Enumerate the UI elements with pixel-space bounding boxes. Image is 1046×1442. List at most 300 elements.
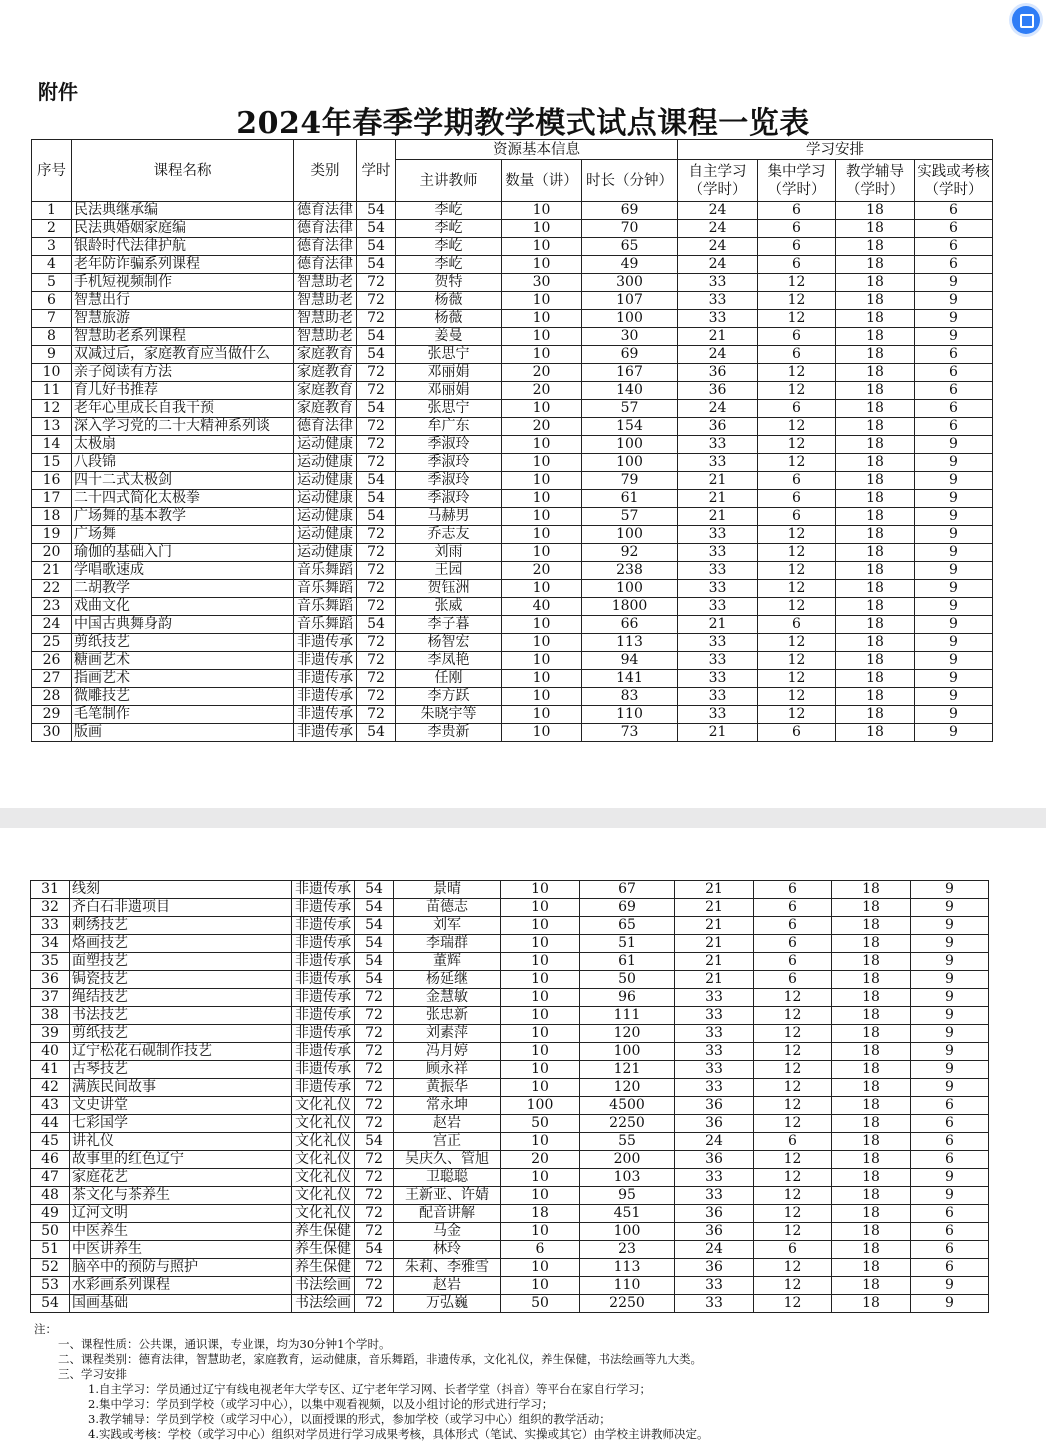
- table-row: [32, 400, 993, 418]
- cell-tutoring: 18: [836, 310, 915, 328]
- cell-course: 线刻: [70, 881, 292, 899]
- header-tutoring: 教学辅导 （学时）: [836, 160, 915, 202]
- cell-practice: 6: [911, 1151, 989, 1169]
- cell-hours: 72: [355, 1025, 394, 1043]
- cell-count: 6: [501, 1241, 580, 1259]
- cell-central-study: 12: [758, 598, 836, 616]
- cell-practice: 9: [915, 724, 993, 742]
- cell-hours: 54: [355, 899, 394, 917]
- table-row: [32, 508, 993, 526]
- cell-count: 10: [502, 706, 582, 724]
- cell-course: 刺绣技艺: [70, 917, 292, 935]
- cell-practice: 9: [911, 935, 989, 953]
- cell-hours: 72: [355, 1079, 394, 1097]
- cell-count: 10: [502, 670, 582, 688]
- cell-count: 10: [501, 881, 580, 899]
- cell-central-study: 12: [754, 1187, 832, 1205]
- header-resource-group: 资源基本信息: [396, 140, 678, 160]
- cell-category: 运动健康: [294, 490, 357, 508]
- cell-self-study: 24: [678, 256, 758, 274]
- cell-teacher: 景晴: [394, 881, 501, 899]
- table-row: [31, 1259, 989, 1277]
- cell-count: 10: [501, 1259, 580, 1277]
- cell-self-study: 21: [675, 881, 754, 899]
- header-course: 课程名称: [72, 140, 294, 202]
- cell-tutoring: 18: [832, 1133, 911, 1151]
- cell-self-study: 33: [678, 706, 758, 724]
- cell-hours: 72: [357, 688, 396, 706]
- cell-course: 智慧出行: [72, 292, 294, 310]
- cell-central-study: 12: [754, 1277, 832, 1295]
- assistant-bubble-icon[interactable]: [1012, 6, 1040, 34]
- cell-self-study: 33: [678, 598, 758, 616]
- cell-no: 36: [31, 971, 70, 989]
- cell-course: 戏曲文化: [72, 598, 294, 616]
- cell-category: 书法绘画: [292, 1295, 355, 1313]
- page-title: 2024年春季学期教学模式试点课程一览表: [236, 106, 810, 141]
- cell-hours: 54: [357, 490, 396, 508]
- cell-central-study: 12: [758, 580, 836, 598]
- cell-central-study: 12: [754, 1151, 832, 1169]
- cell-course: 中医讲养生: [70, 1241, 292, 1259]
- cell-hours: 54: [355, 971, 394, 989]
- cell-count: 10: [502, 490, 582, 508]
- cell-course: 八段锦: [72, 454, 294, 472]
- cell-practice: 9: [911, 953, 989, 971]
- cell-count: 10: [502, 454, 582, 472]
- cell-hours: 72: [355, 1043, 394, 1061]
- cell-hours: 54: [355, 1133, 394, 1151]
- cell-central-study: 6: [758, 328, 836, 346]
- cell-practice: 9: [915, 328, 993, 346]
- cell-central-study: 12: [758, 454, 836, 472]
- cell-teacher: 冯月婷: [394, 1043, 501, 1061]
- cell-practice: 9: [915, 490, 993, 508]
- cell-self-study: 36: [675, 1097, 754, 1115]
- cell-course: 书法技艺: [70, 1007, 292, 1025]
- cell-count: 10: [501, 1007, 580, 1025]
- cell-no: 16: [32, 472, 72, 490]
- cell-hours: 72: [357, 706, 396, 724]
- cell-central-study: 12: [754, 1079, 832, 1097]
- cell-course: 指画艺术: [72, 670, 294, 688]
- cell-no: 29: [32, 706, 72, 724]
- cell-count: 10: [501, 1277, 580, 1295]
- cell-teacher: 季淑玲: [396, 436, 502, 454]
- cell-practice: 9: [911, 1007, 989, 1025]
- cell-duration: 65: [582, 238, 678, 256]
- cell-course: 齐白石非遗项目: [70, 899, 292, 917]
- cell-tutoring: 18: [832, 971, 911, 989]
- cell-hours: 72: [357, 364, 396, 382]
- cell-practice: 9: [915, 616, 993, 634]
- cell-practice: 9: [915, 652, 993, 670]
- cell-no: 1: [32, 202, 72, 220]
- cell-category: 非遗传承: [292, 1025, 355, 1043]
- cell-no: 45: [31, 1133, 70, 1151]
- cell-category: 运动健康: [294, 508, 357, 526]
- cell-central-study: 12: [754, 1115, 832, 1133]
- cell-practice: 6: [911, 1259, 989, 1277]
- cell-central-study: 12: [758, 382, 836, 400]
- cell-duration: 103: [580, 1169, 675, 1187]
- cell-duration: 51: [580, 935, 675, 953]
- cell-count: 10: [501, 989, 580, 1007]
- cell-count: 10: [501, 935, 580, 953]
- cell-tutoring: 18: [832, 1277, 911, 1295]
- header-hours: 学时: [357, 140, 396, 202]
- cell-duration: 100: [582, 436, 678, 454]
- table-row: [31, 1007, 989, 1025]
- table-row: [31, 917, 989, 935]
- cell-duration: 50: [580, 971, 675, 989]
- cell-category: 运动健康: [294, 454, 357, 472]
- cell-duration: 30: [582, 328, 678, 346]
- cell-course: 智慧旅游: [72, 310, 294, 328]
- cell-central-study: 12: [758, 688, 836, 706]
- table-row: [32, 562, 993, 580]
- cell-no: 39: [31, 1025, 70, 1043]
- cell-tutoring: 18: [836, 724, 915, 742]
- course-table-part-2: [30, 880, 989, 1313]
- page-divider: [0, 808, 1046, 828]
- cell-tutoring: 18: [836, 328, 915, 346]
- cell-self-study: 24: [678, 346, 758, 364]
- cell-no: 17: [32, 490, 72, 508]
- cell-no: 35: [31, 953, 70, 971]
- cell-hours: 72: [357, 544, 396, 562]
- table-row: [32, 616, 993, 634]
- cell-teacher: 季淑玲: [396, 472, 502, 490]
- cell-category: 养生保健: [292, 1241, 355, 1259]
- cell-course: 民法典婚姻家庭编: [72, 220, 294, 238]
- cell-count: 50: [501, 1295, 580, 1313]
- cell-self-study: 24: [678, 400, 758, 418]
- cell-hours: 54: [357, 472, 396, 490]
- cell-teacher: 朱莉、李雅雪: [394, 1259, 501, 1277]
- cell-teacher: 王新亚、许婧: [394, 1187, 501, 1205]
- cell-duration: 100: [580, 1043, 675, 1061]
- cell-course: 老年心里成长自我干预: [72, 400, 294, 418]
- cell-practice: 6: [911, 1205, 989, 1223]
- cell-duration: 167: [582, 364, 678, 382]
- cell-self-study: 33: [675, 1079, 754, 1097]
- cell-tutoring: 18: [836, 562, 915, 580]
- cell-practice: 9: [915, 634, 993, 652]
- cell-course: 茶文化与茶养生: [70, 1187, 292, 1205]
- table-row: [31, 1151, 989, 1169]
- table-row: [32, 436, 993, 454]
- cell-tutoring: 18: [836, 256, 915, 274]
- cell-hours: 72: [355, 1151, 394, 1169]
- cell-teacher: 吴庆久、管旭: [394, 1151, 501, 1169]
- cell-no: 38: [31, 1007, 70, 1025]
- cell-hours: 72: [355, 989, 394, 1007]
- cell-hours: 54: [357, 400, 396, 418]
- cell-category: 家庭教育: [294, 382, 357, 400]
- cell-tutoring: 18: [832, 1025, 911, 1043]
- table-row: [32, 526, 993, 544]
- table-row: [31, 1133, 989, 1151]
- cell-duration: 141: [582, 670, 678, 688]
- cell-duration: 55: [580, 1133, 675, 1151]
- cell-count: 10: [501, 899, 580, 917]
- cell-self-study: 33: [675, 1187, 754, 1205]
- cell-teacher: 赵岩: [394, 1115, 501, 1133]
- cell-duration: 69: [580, 899, 675, 917]
- cell-duration: 110: [580, 1277, 675, 1295]
- cell-hours: 72: [357, 670, 396, 688]
- cell-no: 49: [31, 1205, 70, 1223]
- cell-count: 10: [501, 1133, 580, 1151]
- cell-practice: 9: [915, 274, 993, 292]
- cell-category: 家庭教育: [294, 400, 357, 418]
- cell-tutoring: 18: [836, 472, 915, 490]
- cell-course: 七彩国学: [70, 1115, 292, 1133]
- cell-central-study: 6: [758, 220, 836, 238]
- cell-teacher: 李子暮: [396, 616, 502, 634]
- cell-central-study: 12: [754, 1295, 832, 1313]
- cell-central-study: 6: [754, 881, 832, 899]
- cell-practice: 6: [911, 1241, 989, 1259]
- cell-tutoring: 18: [836, 526, 915, 544]
- table-row: [31, 1295, 989, 1313]
- cell-hours: 72: [357, 292, 396, 310]
- cell-self-study: 33: [675, 1061, 754, 1079]
- cell-central-study: 12: [758, 670, 836, 688]
- cell-central-study: 6: [754, 953, 832, 971]
- cell-self-study: 36: [678, 364, 758, 382]
- cell-self-study: 36: [678, 418, 758, 436]
- table-row: [32, 598, 993, 616]
- cell-central-study: 6: [758, 472, 836, 490]
- cell-teacher: 马金: [394, 1223, 501, 1241]
- cell-no: 18: [32, 508, 72, 526]
- cell-no: 52: [31, 1259, 70, 1277]
- cell-practice: 9: [915, 598, 993, 616]
- cell-category: 非遗传承: [292, 971, 355, 989]
- cell-practice: 9: [915, 508, 993, 526]
- cell-tutoring: 18: [832, 1259, 911, 1277]
- cell-duration: 49: [582, 256, 678, 274]
- cell-self-study: 33: [678, 580, 758, 598]
- cell-practice: 6: [915, 382, 993, 400]
- cell-duration: 111: [580, 1007, 675, 1025]
- cell-self-study: 36: [675, 1115, 754, 1133]
- cell-course: 剪纸技艺: [72, 634, 294, 652]
- cell-category: 非遗传承: [292, 1007, 355, 1025]
- cell-hours: 54: [355, 935, 394, 953]
- cell-count: 10: [502, 724, 582, 742]
- cell-duration: 70: [582, 220, 678, 238]
- table-row: [31, 1097, 989, 1115]
- cell-teacher: 张威: [396, 598, 502, 616]
- cell-central-study: 12: [754, 1061, 832, 1079]
- cell-teacher: 董辉: [394, 953, 501, 971]
- header-central-study: 集中学习 （学时）: [758, 160, 836, 202]
- cell-count: 10: [502, 346, 582, 364]
- cell-category: 智慧助老: [294, 328, 357, 346]
- cell-no: 9: [32, 346, 72, 364]
- cell-duration: 23: [580, 1241, 675, 1259]
- cell-central-study: 6: [754, 917, 832, 935]
- cell-tutoring: 18: [836, 400, 915, 418]
- cell-teacher: 邓丽娟: [396, 382, 502, 400]
- cell-count: 10: [501, 953, 580, 971]
- cell-teacher: 杨延继: [394, 971, 501, 989]
- cell-category: 非遗传承: [294, 688, 357, 706]
- cell-self-study: 33: [675, 1007, 754, 1025]
- cell-practice: 9: [911, 1061, 989, 1079]
- cell-category: 非遗传承: [292, 881, 355, 899]
- table-row: [32, 418, 993, 436]
- table-row: [31, 1277, 989, 1295]
- cell-tutoring: 18: [832, 1151, 911, 1169]
- cell-central-study: 6: [758, 256, 836, 274]
- cell-no: 7: [32, 310, 72, 328]
- notes-label: 注：: [34, 1322, 57, 1336]
- cell-tutoring: 18: [836, 706, 915, 724]
- cell-course: 老年防诈骗系列课程: [72, 256, 294, 274]
- cell-no: 53: [31, 1277, 70, 1295]
- cell-category: 文化礼仪: [292, 1169, 355, 1187]
- cell-tutoring: 18: [836, 346, 915, 364]
- note-1: 一、课程性质：公共课，通识课，专业课，均为30分钟1个学时。: [58, 1337, 391, 1351]
- header-count: 数量（讲）: [502, 160, 582, 202]
- cell-count: 10: [501, 1061, 580, 1079]
- cell-practice: 9: [911, 1169, 989, 1187]
- table-row: [32, 706, 993, 724]
- cell-tutoring: 18: [832, 1061, 911, 1079]
- cell-hours: 72: [357, 562, 396, 580]
- cell-teacher: 杨薇: [396, 292, 502, 310]
- cell-no: 23: [32, 598, 72, 616]
- header-self-study: 自主学习 （学时）: [678, 160, 758, 202]
- note-3-1: 1.自主学习：学员通过辽宁有线电视老年大学专区、辽宁老年学习网、长者学堂（抖音）等平台在家自行学习；: [88, 1382, 651, 1396]
- cell-duration: 1800: [582, 598, 678, 616]
- cell-count: 50: [501, 1115, 580, 1133]
- cell-category: 音乐舞蹈: [294, 562, 357, 580]
- cell-category: 文化礼仪: [292, 1151, 355, 1169]
- cell-course: 故事里的红色辽宁: [70, 1151, 292, 1169]
- cell-hours: 72: [355, 1169, 394, 1187]
- cell-course: 家庭花艺: [70, 1169, 292, 1187]
- cell-tutoring: 18: [832, 1223, 911, 1241]
- cell-duration: 121: [580, 1061, 675, 1079]
- cell-no: 21: [32, 562, 72, 580]
- cell-teacher: 邓丽娟: [396, 364, 502, 382]
- cell-count: 10: [502, 652, 582, 670]
- cell-teacher: 常永坤: [394, 1097, 501, 1115]
- cell-course: 银龄时代法律护航: [72, 238, 294, 256]
- cell-no: 43: [31, 1097, 70, 1115]
- cell-teacher: 苗德志: [394, 899, 501, 917]
- cell-no: 40: [31, 1043, 70, 1061]
- table-body-part-2: [31, 881, 989, 1313]
- table-row: [32, 652, 993, 670]
- cell-category: 音乐舞蹈: [294, 580, 357, 598]
- cell-duration: 65: [580, 917, 675, 935]
- cell-tutoring: 18: [832, 899, 911, 917]
- cell-hours: 72: [357, 274, 396, 292]
- cell-count: 10: [501, 917, 580, 935]
- table-row: [31, 1223, 989, 1241]
- table-row: [31, 1169, 989, 1187]
- cell-duration: 92: [582, 544, 678, 562]
- cell-no: 12: [32, 400, 72, 418]
- cell-tutoring: 18: [836, 634, 915, 652]
- cell-count: 10: [501, 1169, 580, 1187]
- cell-hours: 54: [357, 724, 396, 742]
- cell-course: 太极扇: [72, 436, 294, 454]
- cell-course: 广场舞: [72, 526, 294, 544]
- cell-duration: 83: [582, 688, 678, 706]
- cell-central-study: 12: [754, 1223, 832, 1241]
- cell-no: 51: [31, 1241, 70, 1259]
- cell-self-study: 33: [675, 1025, 754, 1043]
- cell-self-study: 33: [678, 634, 758, 652]
- cell-count: 10: [502, 544, 582, 562]
- cell-central-study: 6: [754, 1133, 832, 1151]
- cell-self-study: 21: [675, 953, 754, 971]
- cell-count: 10: [502, 256, 582, 274]
- cell-central-study: 6: [754, 1241, 832, 1259]
- cell-category: 文化礼仪: [292, 1187, 355, 1205]
- cell-tutoring: 18: [836, 220, 915, 238]
- cell-central-study: 6: [754, 899, 832, 917]
- cell-tutoring: 18: [832, 1187, 911, 1205]
- cell-category: 家庭教育: [294, 346, 357, 364]
- cell-course: 中医养生: [70, 1223, 292, 1241]
- cell-tutoring: 18: [836, 238, 915, 256]
- cell-hours: 72: [355, 1223, 394, 1241]
- cell-course: 绳结技艺: [70, 989, 292, 1007]
- cell-teacher: 宫正: [394, 1133, 501, 1151]
- cell-central-study: 6: [758, 508, 836, 526]
- cell-no: 30: [32, 724, 72, 742]
- cell-central-study: 12: [758, 292, 836, 310]
- cell-self-study: 33: [678, 436, 758, 454]
- cell-count: 10: [502, 616, 582, 634]
- cell-category: 非遗传承: [292, 1079, 355, 1097]
- cell-teacher: 李屹: [396, 202, 502, 220]
- cell-practice: 9: [911, 1025, 989, 1043]
- cell-count: 10: [502, 220, 582, 238]
- note-2: 二、课程类别：德育法律，智慧助老，家庭教育，运动健康，音乐舞蹈，非遗传承，文化礼仪，养生保健，书法绘画等九大类。: [58, 1352, 702, 1366]
- table-row: [32, 490, 993, 508]
- cell-category: 非遗传承: [294, 652, 357, 670]
- cell-course: 瑜伽的基础入门: [72, 544, 294, 562]
- cell-tutoring: 18: [836, 670, 915, 688]
- cell-teacher: 朱晓宇等: [396, 706, 502, 724]
- cell-self-study: 21: [678, 616, 758, 634]
- cell-duration: 2250: [580, 1295, 675, 1313]
- cell-central-study: 12: [758, 562, 836, 580]
- cell-tutoring: 18: [836, 490, 915, 508]
- cell-category: 德育法律: [294, 202, 357, 220]
- cell-no: 27: [32, 670, 72, 688]
- cell-self-study: 33: [678, 274, 758, 292]
- cell-teacher: 李屹: [396, 256, 502, 274]
- cell-category: 运动健康: [294, 526, 357, 544]
- cell-central-study: 6: [758, 490, 836, 508]
- cell-self-study: 33: [678, 310, 758, 328]
- cell-self-study: 33: [675, 1295, 754, 1313]
- cell-count: 20: [502, 382, 582, 400]
- cell-count: 18: [501, 1205, 580, 1223]
- cell-count: 10: [502, 580, 582, 598]
- table-row: [32, 310, 993, 328]
